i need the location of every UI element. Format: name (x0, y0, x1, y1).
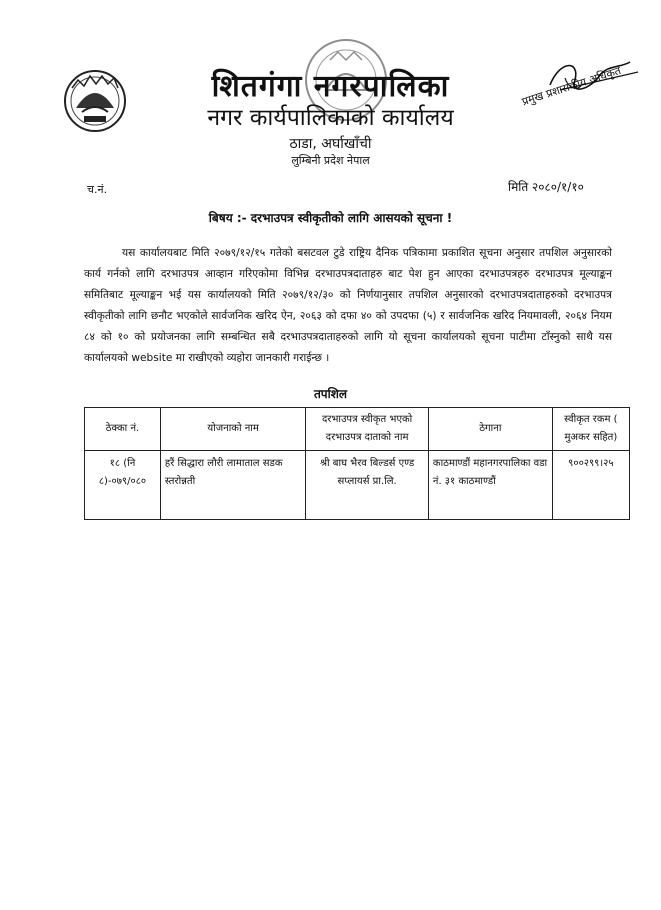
column-header: स्वीकृत रकम ( मुअकर सहित) (552, 408, 629, 451)
column-header: दरभाउपत्र स्वीकृत भएको दरभाउपत्र दाताको नाम (306, 408, 429, 451)
bidder-name-cell: श्री बाघ भैरव बिल्डर्स एण्ड सप्लायर्स प्रा.लि. (306, 451, 429, 520)
table-row (85, 451, 630, 520)
notice-subject: बिषय :- दरभाउपत्र स्वीकृतीको लागि आसयको सूचना ! (208, 211, 453, 225)
reference-number-label: च.नं. (87, 183, 108, 196)
office-subtitle: नगर कार्यपालिकाको कार्यालय (207, 105, 454, 131)
contract-number-cell: १८ (नि ८)-०७९/०८० (85, 451, 161, 520)
details-heading: तपशिल (313, 387, 348, 401)
table-header-row (85, 408, 630, 451)
notice-date: मिति २०८०/१/१० (508, 180, 584, 194)
column-header: ठेगाना (428, 408, 552, 451)
notice-body (84, 243, 612, 369)
contract-details-table (84, 407, 630, 520)
office-name: शितगंगा नगरपालिका (211, 69, 450, 104)
office-province: लुम्बिनी प्रदेश नेपाल (291, 154, 370, 167)
signature-designation: प्रमुख प्रशासकीय अधिकृत (520, 64, 623, 109)
office-location: ठाडा, अर्घाखाँची (289, 136, 372, 152)
project-name-cell: हरैं सिद्धारा लौरी लामाताल सडक स्तरोन्नती (160, 451, 305, 520)
column-header: ठेक्का नं. (85, 408, 161, 451)
column-header: योजनाको नाम (160, 408, 305, 451)
notice-body-text: यस कार्यालयबाट मिति २०७९/१२/१५ गतेको बसटवल टुडे राष्ट्रिय दैनिक पत्रिकामा प्रकाशित सूचना अनुसार तपशिल अनुसारको कार्य गर्नको लागि दरभाउपत्र आव्हान गरिएकोमा विभिन्न दरभाउपत्रदाताहरु बाट पेश हुन आएका दरभाउपत्रहरु दरभाउपत्र मूल्याङ्कन समितिबाट मूल्याङ्कन भई यस कार्यालयको मिति २०७९/१२/३० को निर्णयानुसार तपशिल अनुसारको दरभाउपत्रदाताहरुको दरभाउपत्र स्वीकृतीको लागि छनौट भएकोले सार्वजनिक खरिद ऐन, २०६३ को दफा ४० को उपदफा (५) र सार्वजनिक खरिद नियमावली, २०६४ नियम ८४ को १० को प्रयोजनका लागि सम्बन्धित सबै दरभाउपत्रदाताहरुको लागि यो सूचना कार्यालयको सूचना पाटीमा टाँस्नुको साथै यस कार्यालयको website मा राखीएको व्यहोरा जानकारी गराईन्छ । (84, 247, 612, 364)
approved-amount-cell: ९००२९९।२५ (552, 451, 629, 520)
address-cell: काठमाण्डौं महानगरपालिका वडा नं. ३१ काठमाण्डौं (428, 451, 552, 520)
